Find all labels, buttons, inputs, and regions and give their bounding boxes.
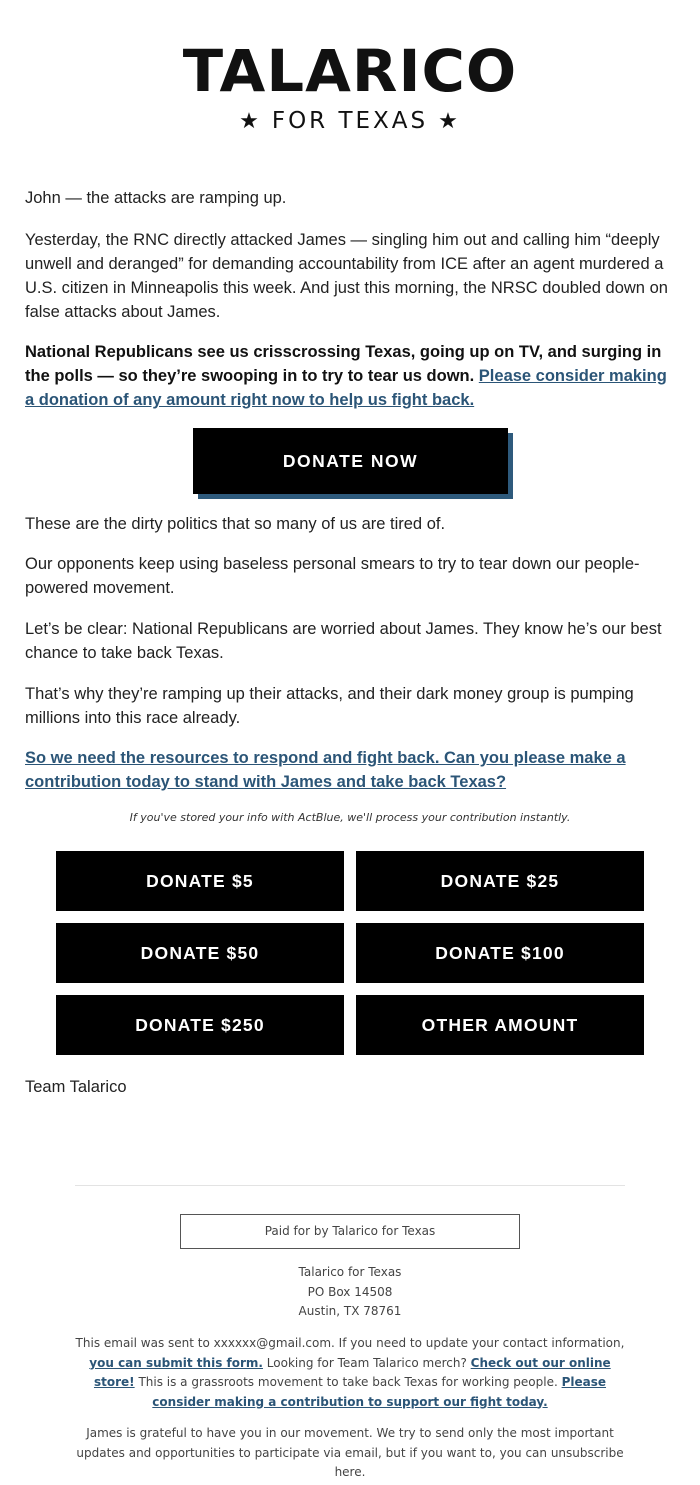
greeting: John — the attacks are ramping up. (25, 189, 287, 207)
donate-50-button[interactable]: DONATE $50 (56, 923, 344, 983)
other-amount-button[interactable]: OTHER AMOUNT (356, 995, 644, 1055)
support-fight-link[interactable]: Please consider making a contribution to support our fight today. (152, 1375, 607, 1409)
footer-divider (75, 1185, 625, 1186)
logo-title: TALARICO (182, 37, 518, 105)
mailing-address (0, 1263, 700, 1322)
donate-5-button[interactable]: DONATE $5 (56, 851, 344, 911)
address-line: Austin, TX 78761 (298, 1304, 402, 1318)
logo-subtitle: FOR TEXAS (271, 108, 429, 134)
footer-info (70, 1334, 630, 1412)
update-info-link[interactable]: you can submit this form. (89, 1355, 263, 1370)
actblue-note: If you've stored your info with ActBlue, we'll process your contribution instantly. (129, 811, 571, 824)
contribution-link[interactable]: So we need the resources to respond and fight back. Can you please make a contribution today to stand with James and take back Texas? (25, 749, 626, 791)
online-store-link[interactable]: Check out our online store! (93, 1355, 611, 1389)
donation-link[interactable]: Please consider making a donation of any amount right now to help us fight back. (25, 367, 667, 409)
logo-subtitle-row (0, 108, 700, 135)
paragraph-dirty-politics: These are the dirty politics that so many of us are tired of. (25, 515, 446, 533)
donate-100-button[interactable]: DONATE $100 (356, 923, 644, 983)
donate-25-button[interactable]: DONATE $25 (356, 851, 644, 911)
footer-text: This email was sent to xxxxxx@gmail.com. If you need to update your contact information, (75, 1336, 625, 1350)
donate-250-button[interactable]: DONATE $250 (56, 995, 344, 1055)
address-line: PO Box 14508 (307, 1284, 393, 1299)
footer-text: Looking for Team Talarico merch? (262, 1355, 471, 1370)
paid-for-disclaimer: Paid for by Talarico for Texas (180, 1214, 520, 1249)
campaign-logo (0, 37, 700, 135)
paragraph-national-republicans (25, 340, 670, 412)
signoff: Team Talarico (25, 1078, 127, 1096)
footer-grateful: James is grateful to have you in our movement. We try to send only the most important updates and opportunities to participate via email, but if you want to, you can unsubscribe here. (76, 1426, 624, 1479)
bold-statement: National Republicans see us crisscrossing Texas, going up on TV, and surging in the polls — so they’re swooping in to try to tear us down. (25, 343, 662, 385)
paragraph-rnc-attack: Yesterday, the RNC directly attacked James — singling him out and calling him “deeply unwell and deranged” for demanding accountability from ICE after an agent murdered a U.S. citizen in Minneapolis this week. And just this morning, the NRSC doubled down on false attacks about James. (25, 231, 668, 321)
paragraph-worried: Let’s be clear: National Republicans are worried about James. They know he’s our best chance to take back Texas. (25, 620, 662, 662)
paragraph-personal-smears: Our opponents keep using baseless personal smears to try to tear down our people-powered movement. (25, 555, 640, 597)
footer-text: This is a grassroots movement to take back Texas for working people. (134, 1375, 562, 1389)
donate-now-button[interactable]: DONATE NOW (193, 428, 508, 494)
paragraph-dark-money: That’s why they’re ramping up their attacks, and their dark money group is pumping millions into this race already. (25, 685, 634, 727)
address-line: Talarico for Texas (298, 1265, 402, 1279)
paragraph-contribution (25, 746, 670, 794)
star-icon: ★ (239, 109, 262, 134)
star-icon: ★ (438, 109, 461, 134)
